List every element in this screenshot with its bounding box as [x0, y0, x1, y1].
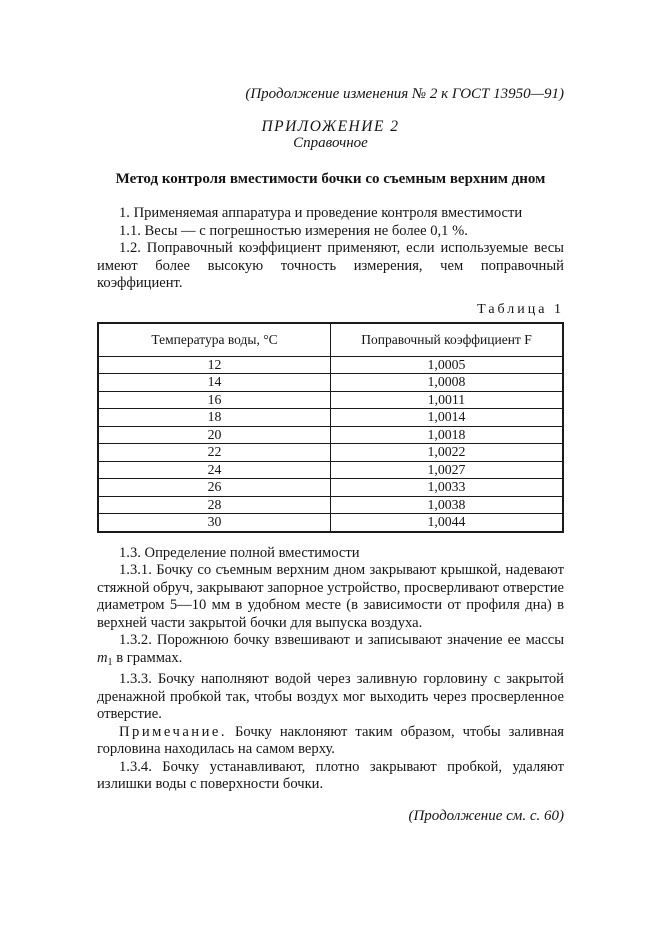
section-1-3-block: [97, 545, 564, 794]
table-cell: 1,0011: [331, 391, 564, 409]
table-cell: 1,0008: [331, 374, 564, 392]
table-cell: 14: [98, 374, 331, 392]
table-row: [98, 496, 563, 514]
table-cell: 1,0022: [331, 444, 564, 462]
column-header-coefficient: Поправочный коэффициент F: [331, 323, 564, 357]
table-label: Таблица 1: [477, 301, 564, 317]
table-cell: 1,0033: [331, 479, 564, 497]
mass-subscript: 1: [107, 656, 113, 668]
table-cell: 1,0038: [331, 496, 564, 514]
table-row: [98, 409, 563, 427]
table-cell: 1,0014: [331, 409, 564, 427]
page-content: [97, 86, 564, 825]
note-paragraph: [97, 724, 564, 759]
correction-coefficient-table: [97, 322, 564, 533]
table-cell: 22: [98, 444, 331, 462]
table-cell: 1,0005: [331, 356, 564, 374]
table-cell: 30: [98, 514, 331, 532]
mass-symbol: m: [97, 649, 108, 666]
table-cell: 12: [98, 356, 331, 374]
table-cell: 16: [98, 391, 331, 409]
table-row: [98, 461, 563, 479]
paragraph-1-3-4: 1.3.4. Бочку устанавливают, плотно закрывают пробкой, удаляют излишки воды с поверхности бочки.: [97, 758, 564, 792]
column-header-temperature: Температура воды, °С: [98, 323, 331, 357]
table-row: [98, 479, 563, 497]
appendix-title: ПРИЛОЖЕНИЕ 2: [261, 118, 400, 135]
table-head: [98, 323, 563, 357]
section-1-block: [97, 205, 564, 293]
table-cell: 1,0027: [331, 461, 564, 479]
paragraph-1-3-3: 1.3.3. Бочку наполняют водой через заливную горловину с закрытой дренажной пробкой так, чтобы воздух мог выходить через просверленное отверстие.: [97, 671, 564, 722]
continuation-footer-note: (Продолжение см. с. 60): [408, 807, 564, 824]
table-body: [98, 356, 563, 532]
table-cell: 24: [98, 461, 331, 479]
table-cell: 28: [98, 496, 331, 514]
paragraph-1: 1. Применяемая аппаратура и проведение контроля вместимости: [119, 205, 523, 221]
paragraph-1-1: 1.1. Весы — с погрешностью измерения не более 0,1 %.: [119, 222, 468, 239]
paragraph-1-3-1: 1.3.1. Бочку со съемным верхним дном закрывают крышкой, надевают стяжной обруч, закрывают запорное устройство, просверливают отверстие диаметром 5—10 мм в удобном месте (в зависимости от профиля дна) в верхней части закрытой бочки для выпуска воздуха.: [97, 562, 564, 631]
table-cell: 1,0044: [331, 514, 564, 532]
table-row: [98, 374, 563, 392]
paragraph-1-3-2-tail: в граммах.: [112, 649, 183, 666]
note-text: Бочку наклоняют таким образом, чтобы заливная горловина находилась на самом верху.: [97, 723, 564, 757]
table-row: [98, 391, 563, 409]
table-row: [98, 514, 563, 532]
table-cell: 18: [98, 409, 331, 427]
continuation-header-note: (Продолжение изменения № 2 к ГОСТ 13950—91): [245, 86, 564, 102]
paragraph-1-2: 1.2. Поправочный коэффициент применяют, если используемые весы имеют более высокую точность измерения, чем поправочный коэффициент.: [97, 240, 564, 291]
paragraph-1-3-2: [97, 632, 564, 671]
paragraph-1-3-2-text: 1.3.2. Порожнюю бочку взвешивают и записывают значение ее массы: [119, 632, 564, 648]
table-row: [98, 444, 563, 462]
table-row: [98, 356, 563, 374]
table-row: [98, 426, 563, 444]
appendix-subtitle: Справочное: [293, 135, 368, 151]
table-cell: 20: [98, 426, 331, 444]
paragraph-1-3: 1.3. Определение полной вместимости: [119, 544, 360, 561]
note-lead: Примечание.: [119, 723, 228, 740]
table-cell: 1,0018: [331, 426, 564, 444]
document-title: Метод контроля вместимости бочки со съемным верхним дном: [115, 171, 546, 187]
table-header-row: [98, 323, 563, 357]
table-cell: 26: [98, 479, 331, 497]
